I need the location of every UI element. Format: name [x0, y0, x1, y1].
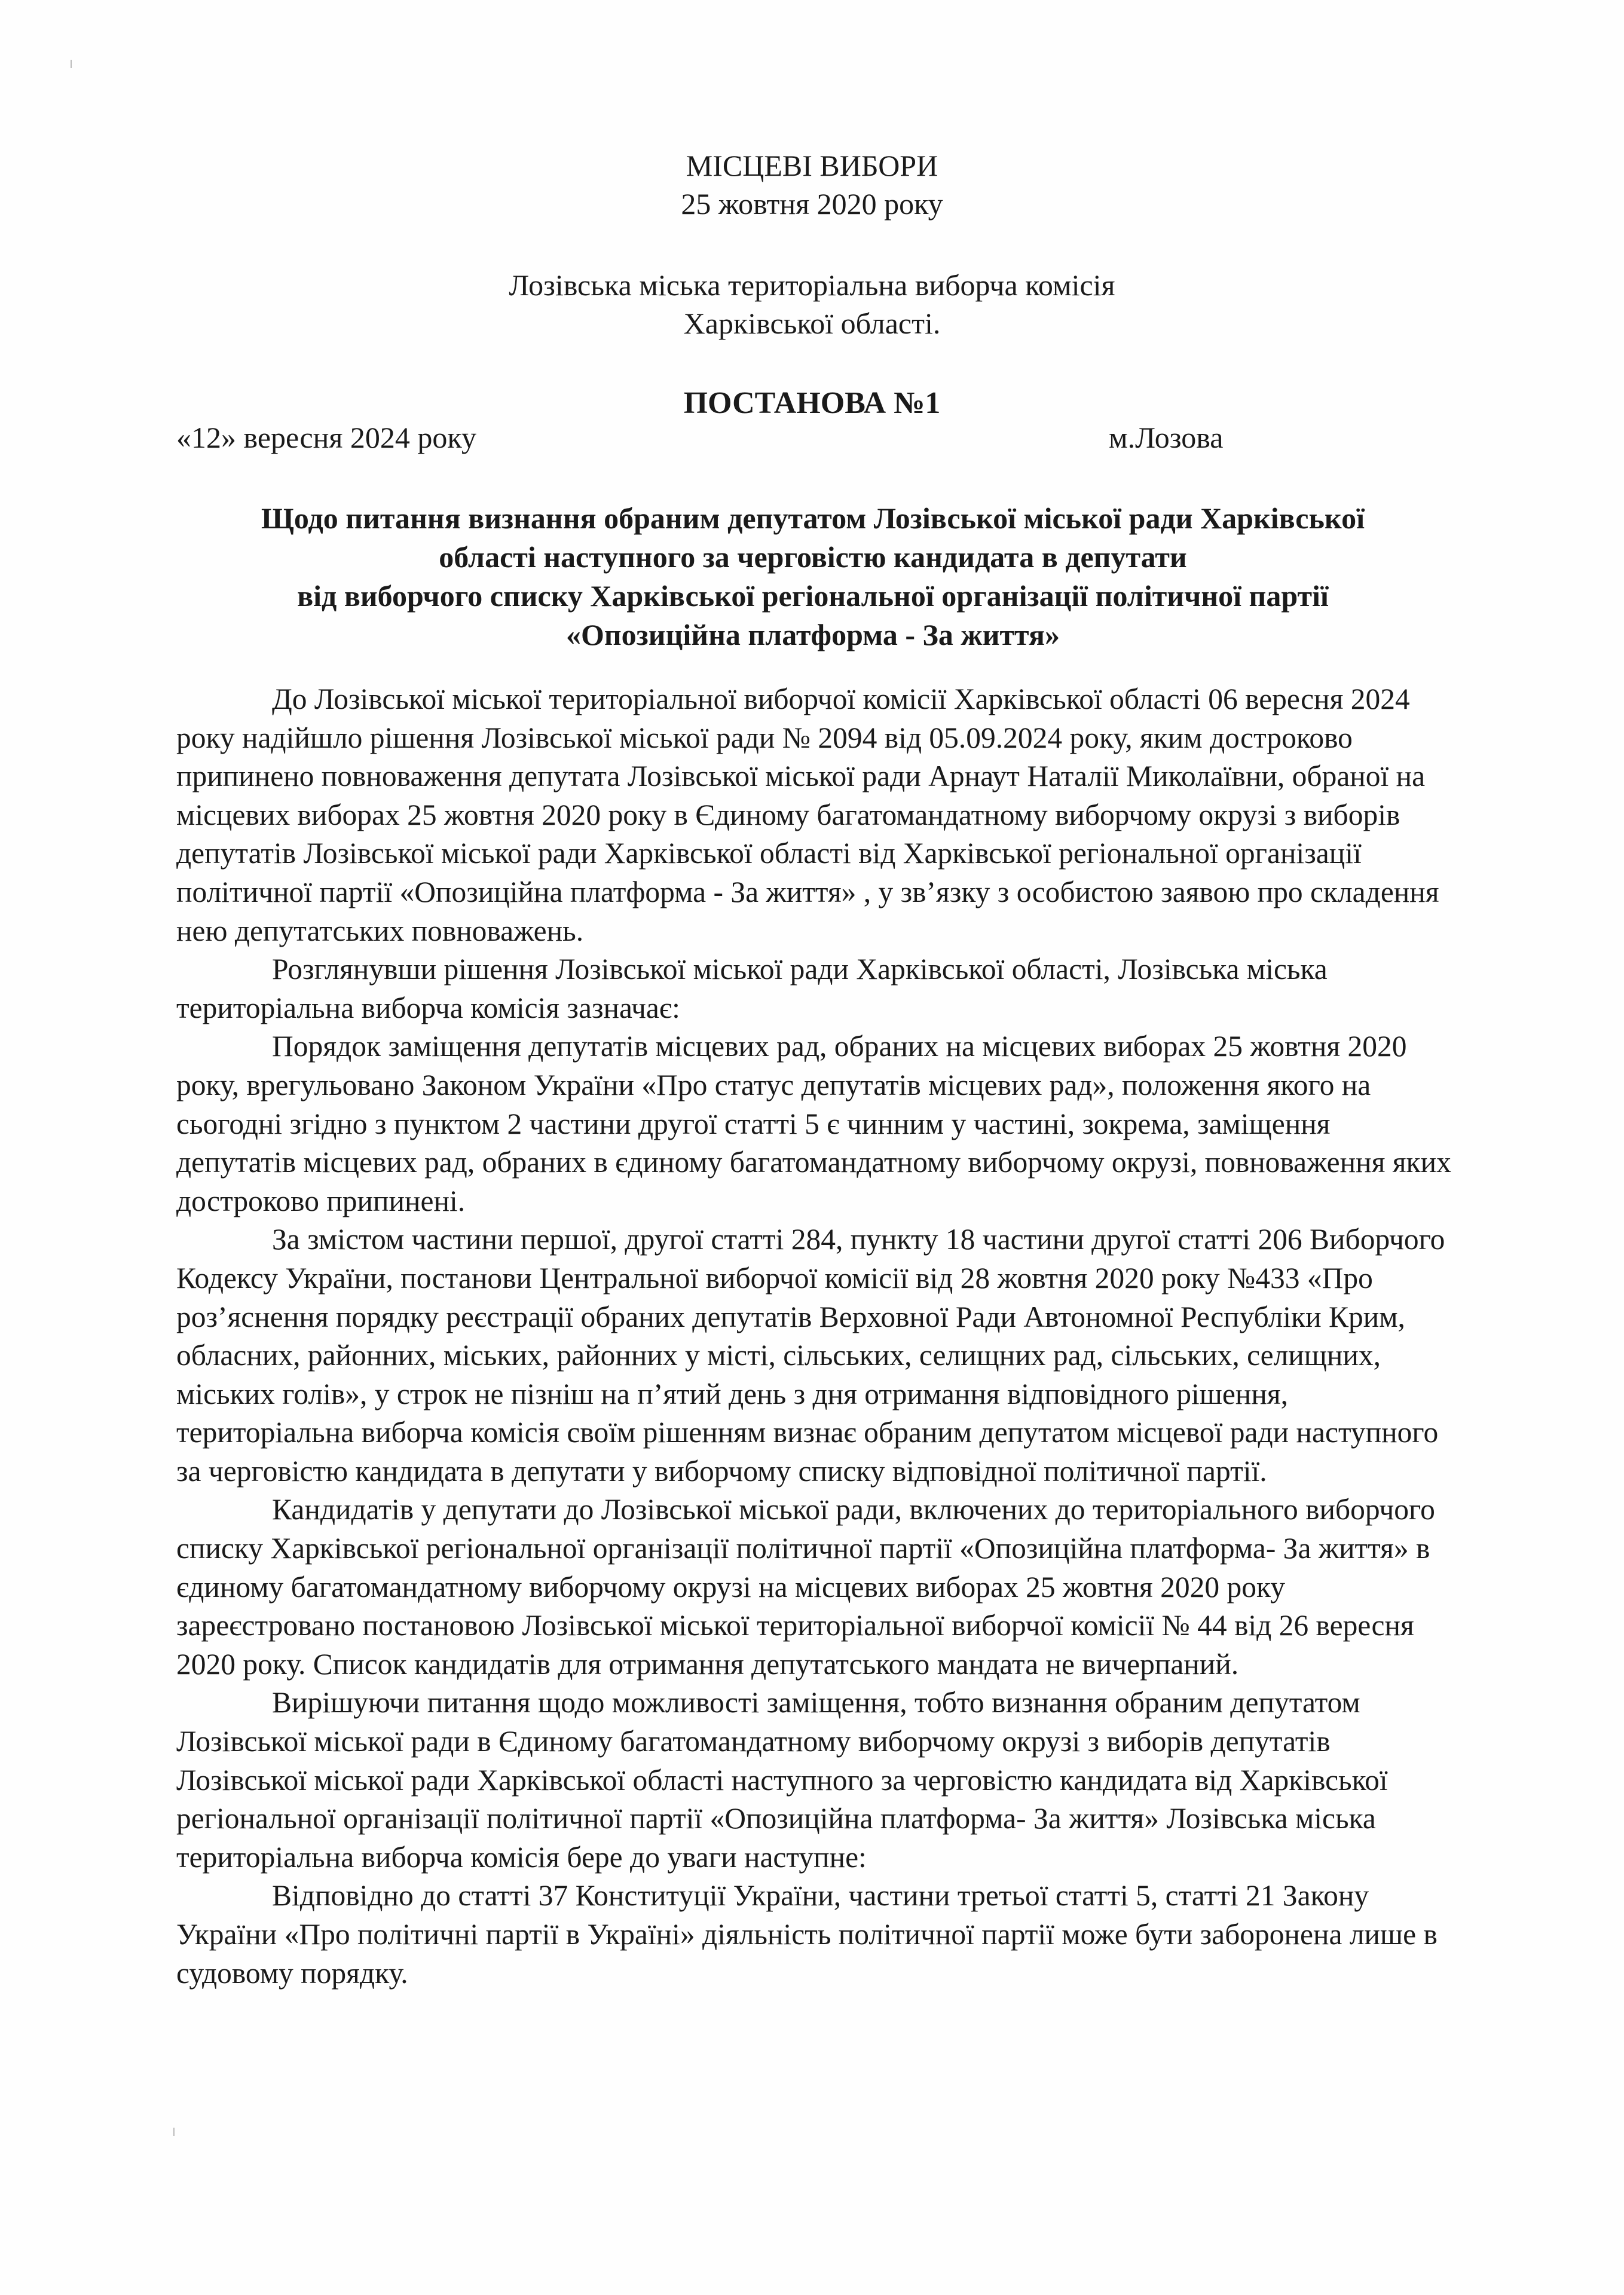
election-date: 25 жовтня 2020 року [681, 187, 943, 221]
resolution-body [176, 680, 1455, 1993]
resolution-subject [179, 499, 1446, 654]
election-header [0, 146, 1624, 223]
scan-artifact [71, 60, 72, 68]
body-paragraph: Вирішуючи питання щодо можливості заміщення, тобто визнання обраним депутатом Лозівської міської ради в Єдиному багатомандатному виборчому окрузі з виборів депутатів Лозівської міської ради Харківської області наступного за черговістю кандидата від Харківської регіональної організації політичної партії «Опозиційна платформа- За життя» Лозівська міська територіальна виборча комісія бере до уваги наступне: [176, 1686, 1388, 1874]
body-paragraph: За змістом частини першої, другої статті 284, пункту 18 частини другої статті 206 Виборчого Кодексу України, постанови Центральної виборчої комісії від 28 жовтня 2020 року №433 «Про роз’яснення порядку реєстрації обраних депутатів Верховної Ради Автономної Республіки Крим, обласних, районних, міських, районних у місті, сільських, селищних рад, сільських, селищних, міських голів», у строк не пізніш на п’ятий день з дня отримання відповідного рішення, територіальна виборча комісія своїм рішенням визнає обраним депутатом місцевої ради наступного за черговістю кандидата в депутати у виборчому списку відповідної політичної партії. [176, 1223, 1445, 1488]
commission-name: Лозівська міська територіальна виборча комісія [509, 268, 1115, 302]
body-paragraph: Відповідно до статті 37 Конституції України, частини третьої статті 5, статті 21 Закону України «Про політичні партії в Україні» діяльність політичної партії може бути заборонена лише в судовому порядку. [176, 1879, 1438, 1990]
commission-region: Харківської області. [683, 307, 941, 340]
resolution-title: ПОСТАНОВА №1 [683, 386, 941, 420]
resolution-place: м.Лозова [1109, 421, 1224, 454]
resolution-date: «12» вересня 2024 року [176, 421, 476, 454]
subject-line: від виборчого списку Харківської регіональної організації політичної партії [297, 579, 1329, 613]
commission-header [0, 266, 1624, 342]
body-paragraph: Розглянувши рішення Лозівської міської ради Харківської області, Лозівська міська територіальна виборча комісія зазначає: [176, 953, 1328, 1024]
subject-line: області наступного за черговістю кандидата в депутати [439, 540, 1187, 574]
date-place-line [176, 420, 1252, 455]
scan-artifact [173, 2128, 175, 2136]
subject-line: «Опозиційна платформа - За життя» [565, 618, 1060, 651]
subject-line: Щодо питання визнання обраним депутатом Лозівської міської ради Харківської [261, 501, 1365, 535]
body-paragraph: Порядок заміщення депутатів місцевих рад, обраних на місцевих виборах 25 жовтня 2020 року, врегульовано Законом України «Про статус депутатів місцевих рад», положення якого на сьогодні згідно з пунктом 2 частини другої статті 5 є чинним у частині, зокрема, заміщення депутатів місцевих рад, обраних в єдиному багатомандатному виборчому окрузі, повноваження яких достроково припинені. [176, 1030, 1451, 1217]
election-title: МІСЦЕВІ ВИБОРИ [686, 149, 938, 182]
body-paragraph: До Лозівської міської територіальної виборчої комісії Харківської області 06 вересня 2024 року надійшло рішення Лозівської міської ради № 2094 від 05.09.2024 року, яким достроково припинено повноваження депутата Лозівської міської ради Арнаут Наталії Миколаївни, обраної на місцевих виборах 25 жовтня 2020 року в Єдиному багатомандатному виборчому окрузі з виборів депутатів Лозівської міської ради Харківської області від Харківської регіональної організації політичної партії «Опозиційна платформа - За життя» , у зв’язку з особистою заявою про складення нею депутатських повноважень. [176, 683, 1439, 947]
body-paragraph: Кандидатів у депутати до Лозівської міської ради, включених до територіального виборчого списку Харківської регіональної організації політичної партії «Опозиційна платформа- За життя» в єдиному багатомандатному виборчому окрузі на місцевих виборах 25 жовтня 2020 року зареєстровано постановою Лозівської міської територіальної виборчої комісії № 44 від 26 вересня 2020 року. Список кандидатів для отримання депутатського мандата не вичерпаний. [176, 1493, 1435, 1681]
